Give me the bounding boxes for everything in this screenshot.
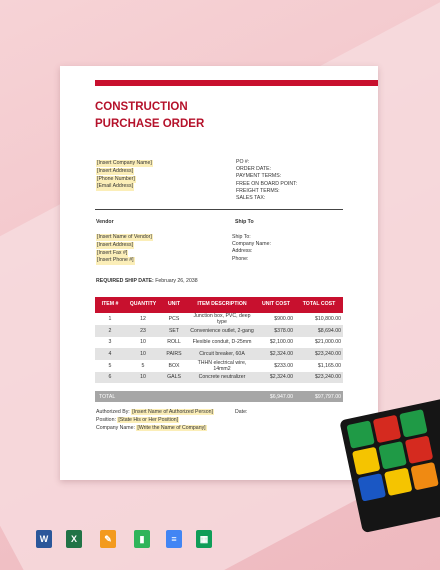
purchase-order-document <box>60 66 378 480</box>
date-label: Date: <box>235 409 248 415</box>
cell-unit: BOX <box>168 362 180 369</box>
freight-terms-label: FREIGHT TERMS: <box>236 187 280 194</box>
vendor-phone: [Insert Phone #] <box>97 257 134 264</box>
payment-terms-label: PAYMENT TERMS: <box>236 173 282 180</box>
company-name-label: Company Name: <box>96 425 135 432</box>
cell-unit: PCS <box>168 316 180 322</box>
cell-quantity: 5 <box>141 362 145 369</box>
position-label: Position: <box>96 417 116 424</box>
google-sheets-icon[interactable]: ▦ <box>196 530 212 548</box>
po-number-label: PO #: <box>236 159 250 165</box>
authorization-section <box>96 409 346 434</box>
cell-description: Convenience outlet, 2-gang <box>187 325 257 337</box>
table-header-row <box>95 297 343 313</box>
company-address: [Insert Address] <box>97 167 134 174</box>
company-phone: [Phone Number] <box>97 175 135 182</box>
position-value: [State His or Her Position] <box>118 417 179 424</box>
cell-total-cost: $1,165.00 <box>317 362 341 369</box>
cell-unit-cost: $378.00 <box>257 325 295 337</box>
fob-point-label: FREE ON BOARD POINT: <box>236 180 298 187</box>
cube-tile <box>358 473 386 501</box>
title-line-1: CONSTRUCTION <box>95 101 188 113</box>
authorized-by-line <box>96 409 346 416</box>
sales-tax-label: SALES TAX: <box>236 195 266 202</box>
cell-total-cost: $23,240.00 <box>295 348 343 360</box>
cell-description: Flexible conduit, D-25mm <box>192 339 252 346</box>
ship-address-label: Address: <box>232 248 253 255</box>
table-row <box>95 360 343 372</box>
cell-item: 6 <box>95 372 125 384</box>
cell-total-cost: $10,800.00 <box>315 316 341 322</box>
cell-description: Circuit breaker, 60A <box>187 348 257 360</box>
vendor-fax: [Insert Fax #] <box>97 249 128 256</box>
company-info <box>96 160 176 191</box>
cube-tile <box>384 468 412 496</box>
cell-description: Concrete neutralizer <box>187 372 257 384</box>
cell-item: 1 <box>108 316 112 322</box>
pages-icon[interactable]: ✎ <box>100 530 116 548</box>
position-line <box>96 417 346 424</box>
cell-unit-cost: $2,100.00 <box>269 339 293 346</box>
cell-quantity: 10 <box>125 348 161 360</box>
google-docs-icon[interactable]: ≡ <box>166 530 182 548</box>
vendor-info <box>96 234 176 265</box>
table-row <box>95 348 343 360</box>
header-unit: UNIT <box>161 297 187 313</box>
ship-to-info <box>232 234 322 263</box>
word-icon[interactable]: W <box>36 530 52 548</box>
vendor-name: [Insert Name of Vendor] <box>97 234 152 240</box>
numbers-icon[interactable]: ▮ <box>134 530 150 548</box>
required-ship-date <box>96 278 198 285</box>
cell-item: 3 <box>108 339 112 346</box>
table-row <box>95 337 343 349</box>
header-total-cost: TOTAL COST <box>295 297 343 313</box>
cell-total-cost: $8,694.00 <box>295 325 343 337</box>
cube-tile <box>378 441 406 469</box>
cell-description: Junction box, PVC, deep type <box>193 313 251 325</box>
table-row <box>95 325 343 337</box>
cube-tile <box>399 409 427 437</box>
order-details <box>236 159 316 202</box>
total-label: TOTAL <box>95 391 257 402</box>
cell-item: 4 <box>95 348 125 360</box>
cell-unit: ROLL <box>167 339 181 346</box>
cell-quantity: 23 <box>125 325 161 337</box>
table-total-row <box>95 391 343 402</box>
header-description: ITEM DESCRIPTION <box>187 297 257 313</box>
ship-phone-label: Phone: <box>232 255 249 262</box>
cell-unit-cost: $900.00 <box>274 316 293 322</box>
header-item-number: ITEM # <box>95 297 125 313</box>
cell-unit-cost: $2,324.00 <box>257 348 295 360</box>
cell-total-cost: $23,240.00 <box>295 372 343 384</box>
authorized-by-value: [Insert Name of Authorized Person] <box>132 409 213 415</box>
document-title <box>95 99 295 133</box>
ship-company-label: Company Name: <box>232 241 271 248</box>
cell-unit: PAIRS <box>161 348 187 360</box>
cell-unit: GALS <box>161 372 187 384</box>
total-unit-cost: $6,947.00 <box>257 391 295 402</box>
vendor-address: [Insert Address] <box>97 241 134 248</box>
cube-tile <box>373 415 401 443</box>
ship-to-label: Ship To: <box>232 234 251 240</box>
company-name-value: [Write the Name of Company] <box>137 425 206 432</box>
header-accent-bar <box>95 80 378 86</box>
table-row <box>95 313 343 325</box>
cell-unit: SET <box>161 325 187 337</box>
required-ship-date-value: February 26, 2038 <box>155 278 198 284</box>
cell-quantity: 10 <box>125 372 161 384</box>
authorized-by-label: Authorized By: <box>96 409 130 415</box>
cell-unit-cost: $2,324.00 <box>257 372 295 384</box>
cube-tile <box>346 420 374 448</box>
company-email: [Email Address] <box>97 183 134 190</box>
table-spacer <box>95 383 343 391</box>
excel-icon[interactable]: X <box>66 530 82 548</box>
items-table <box>95 297 343 402</box>
header-unit-cost: UNIT COST <box>257 297 295 313</box>
required-ship-date-label: REQUIRED SHIP DATE: <box>96 278 154 284</box>
cell-quantity: 12 <box>140 316 146 322</box>
vendor-heading: Vendor <box>96 219 114 225</box>
section-divider <box>95 209 343 210</box>
cell-unit-cost: $233.00 <box>274 362 293 369</box>
company-name: [Insert Company Name] <box>97 160 152 166</box>
cell-description: THHN electrical wire, 14mm2 <box>197 359 247 372</box>
title-line-2: PURCHASE ORDER <box>95 118 205 130</box>
order-date-label: ORDER DATE: <box>236 166 272 173</box>
ship-to-heading: Ship To <box>235 219 254 225</box>
cube-tile <box>405 436 433 464</box>
cell-item: 2 <box>95 325 125 337</box>
cell-total-cost: $21,000.00 <box>315 339 341 346</box>
table-row <box>95 372 343 384</box>
cell-item: 5 <box>108 362 112 369</box>
cell-quantity: 10 <box>140 339 146 346</box>
company-name-line <box>96 425 346 432</box>
cube-tile <box>410 462 438 490</box>
total-cost: $97,797.00 <box>295 391 343 402</box>
header-quantity: QUANTITY <box>125 297 161 313</box>
cube-tile <box>352 447 380 475</box>
